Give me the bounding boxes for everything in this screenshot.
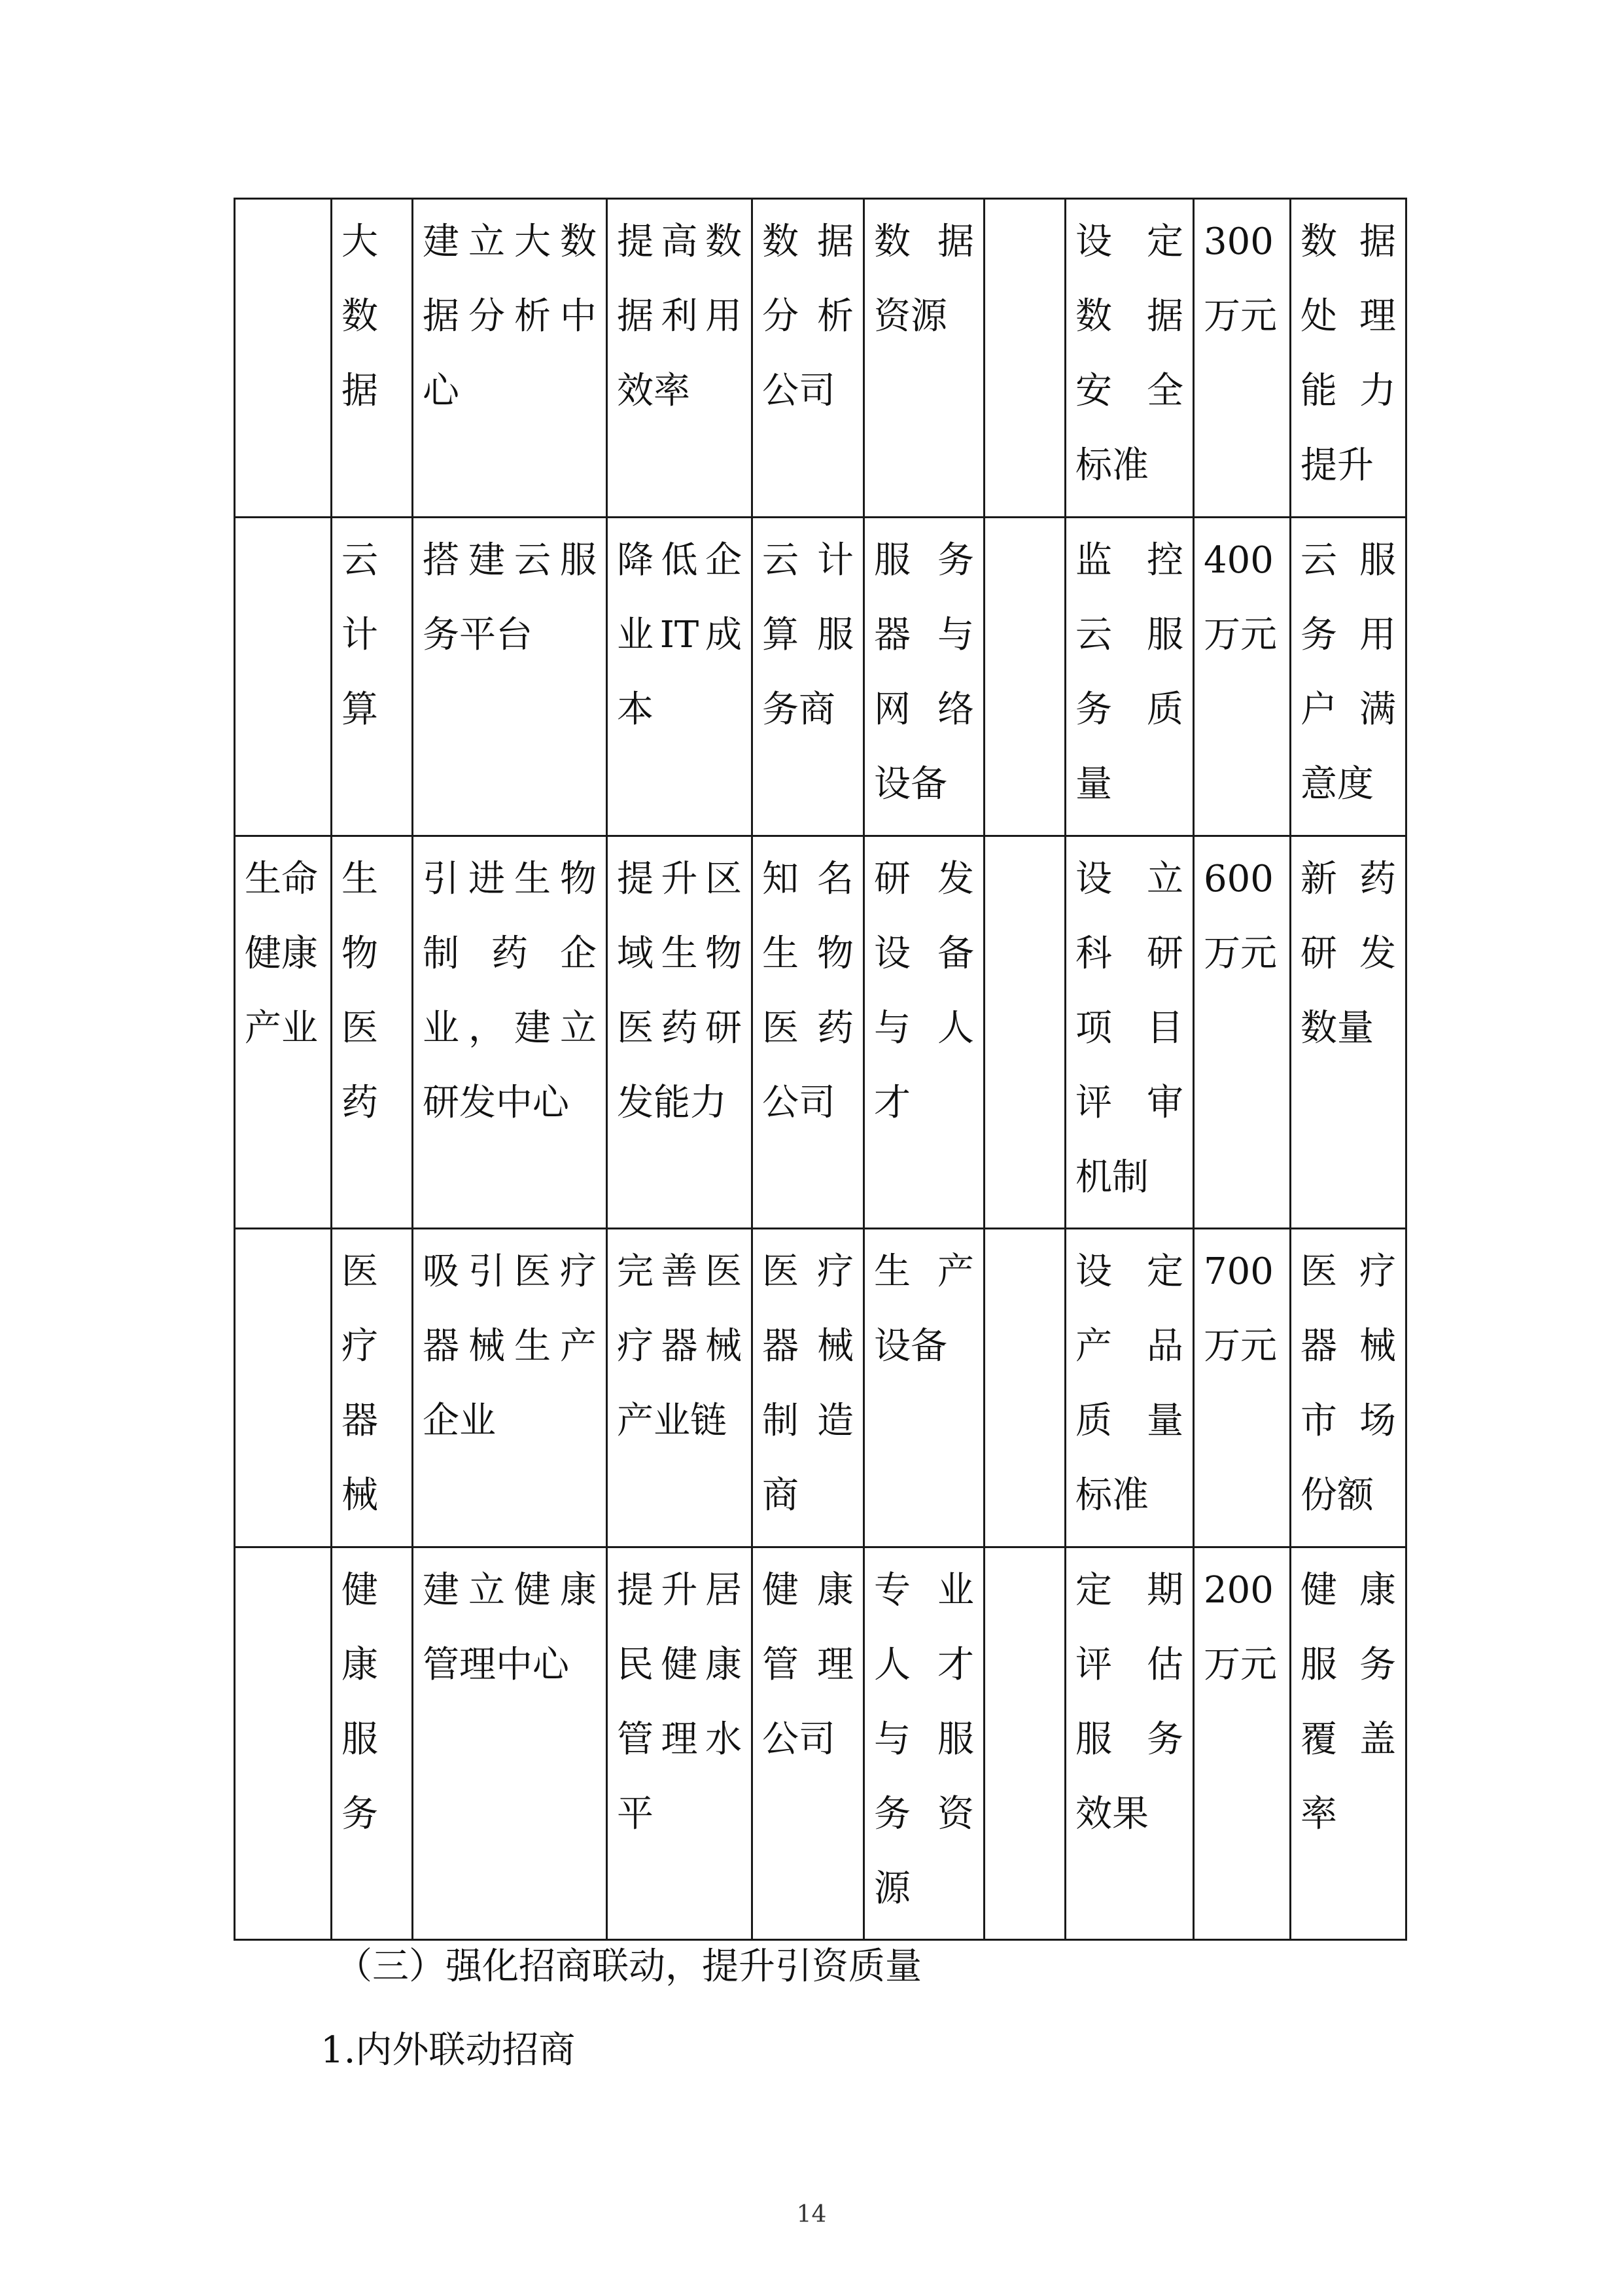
investment-plan-table (234, 198, 1407, 1941)
category-cell (235, 199, 332, 518)
blank-cell (985, 1229, 1066, 1547)
indicator-cell: 数据处理能力提升 (1291, 199, 1406, 518)
field-cell: 医疗器械 (332, 1229, 413, 1547)
budget-cell: 600万元 (1194, 836, 1291, 1229)
blank-cell (985, 518, 1066, 836)
partner-cell: 知名生物医药公司 (752, 836, 864, 1229)
resource-cell: 生产设备 (864, 1229, 985, 1547)
measure-cell: 建立健康管理中心 (413, 1547, 607, 1940)
standard-cell: 设定数据安全标准 (1066, 199, 1194, 518)
resource-cell: 研发设备与人才 (864, 836, 985, 1229)
table-row (235, 518, 1406, 836)
goal-cell: 提高数据利用效率 (607, 199, 752, 518)
measure-cell: 吸引医疗器械生产企业 (413, 1229, 607, 1547)
resource-cell: 服务器与网络设备 (864, 518, 985, 836)
category-cell (235, 518, 332, 836)
goal-cell: 降低企业IT成本 (607, 518, 752, 836)
goal-cell: 提升居民健康管理水平 (607, 1547, 752, 1940)
budget-cell: 400万元 (1194, 518, 1291, 836)
partner-cell: 健康管理公司 (752, 1547, 864, 1940)
goal-cell: 提升区域生物医药研发能力 (607, 836, 752, 1229)
standard-cell: 设立科研项目评审机制 (1066, 836, 1194, 1229)
category-cell: 生命健康产业 (235, 836, 332, 1229)
field-cell: 健康服务 (332, 1547, 413, 1940)
goal-cell: 完善医疗器械产业链 (607, 1229, 752, 1547)
indicator-cell: 健康服务覆盖率 (1291, 1547, 1406, 1940)
measure-cell: 建立大数据分析中心 (413, 199, 607, 518)
budget-cell: 300万元 (1194, 199, 1291, 518)
partner-cell: 数据分析公司 (752, 199, 864, 518)
measure-cell: 搭建云服务平台 (413, 518, 607, 836)
field-cell: 生物医药 (332, 836, 413, 1229)
indicator-cell: 云服务用户满意度 (1291, 518, 1406, 836)
blank-cell (985, 836, 1066, 1229)
page-number: 14 (796, 2201, 827, 2228)
partner-cell: 云计算服务商 (752, 518, 864, 836)
standard-cell: 定期评估服务效果 (1066, 1547, 1194, 1940)
blank-cell (985, 199, 1066, 518)
section-heading: （三）强化招商联动，提升引资质量 (336, 1945, 922, 1988)
table-row (235, 199, 1406, 518)
standard-cell: 设定产品质量标准 (1066, 1229, 1194, 1547)
table-row (235, 1229, 1406, 1547)
budget-cell: 700万元 (1194, 1229, 1291, 1547)
budget-cell: 200万元 (1194, 1547, 1291, 1940)
measure-cell: 引进生物制药企业，建立研发中心 (413, 836, 607, 1229)
resource-cell: 专业人才与服务资源 (864, 1547, 985, 1940)
subsection-heading: 1.内外联动招商 (321, 2029, 576, 2072)
category-cell (235, 1229, 332, 1547)
indicator-cell: 新药研发数量 (1291, 836, 1406, 1229)
category-cell (235, 1547, 332, 1940)
blank-cell (985, 1547, 1066, 1940)
field-cell: 大数据 (332, 199, 413, 518)
resource-cell: 数据资源 (864, 199, 985, 518)
table-row (235, 1547, 1406, 1940)
standard-cell: 监控云服务质量 (1066, 518, 1194, 836)
table-row (235, 836, 1406, 1229)
field-cell: 云计算 (332, 518, 413, 836)
partner-cell: 医疗器械制造商 (752, 1229, 864, 1547)
indicator-cell: 医疗器械市场份额 (1291, 1229, 1406, 1547)
